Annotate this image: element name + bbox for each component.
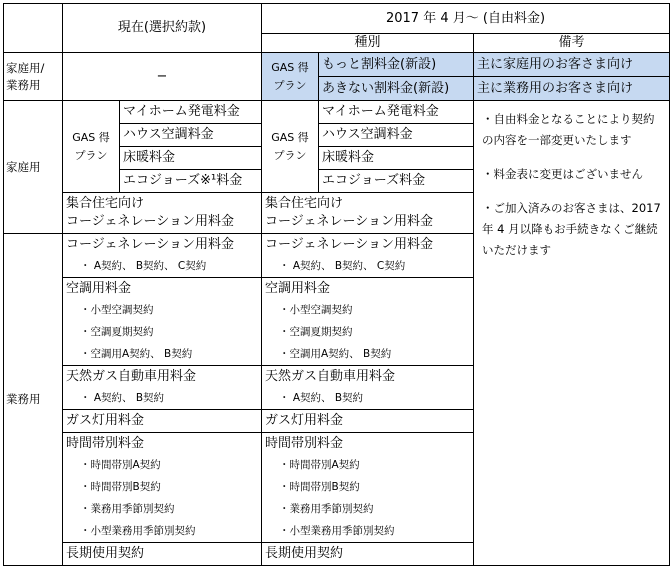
new-home-item: 床暖料金 bbox=[319, 147, 474, 170]
new-business-group: コージェネレーション用料金 ・ A契約、 B契約、 C契約 bbox=[262, 234, 474, 278]
header-remarks: 備考 bbox=[474, 34, 670, 53]
current-business-group: 長期使用契約 bbox=[63, 543, 262, 566]
current-none: − bbox=[63, 53, 262, 101]
new-business-group: 時間帯別料金 ・時間帯別A契約 ・時間帯別B契約 ・業務用季節別契約 ・小型業務用季節別契約 bbox=[262, 433, 474, 543]
header-blank-cell bbox=[4, 4, 63, 53]
current-home-item: マイホーム発電料金 bbox=[120, 101, 262, 124]
new-home-item: ハウス空調料金 bbox=[319, 124, 474, 147]
new-type-motto: もっと割料金(新設) bbox=[319, 53, 474, 77]
header-type: 種別 bbox=[262, 34, 474, 53]
current-business-group: コージェネレーション用料金 ・ A契約、 B契約、 C契約 bbox=[63, 234, 262, 278]
note-2: ・料金表に変更はございません bbox=[482, 167, 643, 181]
new-type-akinai: あきない割料金(新設) bbox=[319, 77, 474, 101]
rate-comparison-table bbox=[3, 3, 670, 566]
current-home-item: 床暖料金 bbox=[120, 147, 262, 170]
note-1: ・自由料金となることにより契約の内容を一部変更いたします bbox=[482, 112, 655, 147]
current-business-group: ガス灯用料金 bbox=[63, 410, 262, 433]
gas-plan-label-new-1: GAS 得 プラン bbox=[262, 53, 319, 101]
remark-home: 主に家庭用のお客さま向け bbox=[474, 53, 670, 77]
current-business-group: 時間帯別料金 ・時間帯別A契約 ・時間帯別B契約 ・業務用季節別契約 ・小型業務用季節別契約 bbox=[63, 433, 262, 543]
current-business-group: 空調用料金 ・小型空調契約 ・空調夏期契約 ・空調用A契約、 B契約 bbox=[63, 278, 262, 366]
current-home-item: ハウス空調料金 bbox=[120, 124, 262, 147]
row-label-home: 家庭用 bbox=[4, 101, 63, 234]
new-business-group: 空調用料金 ・小型空調契約 ・空調夏期契約 ・空調用A契約、 B契約 bbox=[262, 278, 474, 366]
current-home-item: エコジョーズ※¹料金 bbox=[120, 170, 262, 193]
new-cogen-apartment: 集合住宅向け コージェネレーション用料金 bbox=[262, 193, 474, 234]
header-period: 2017 年 4 月〜 (自由料金) bbox=[262, 4, 670, 34]
header-current: 現在(選択約款) bbox=[63, 4, 262, 53]
new-business-group: 長期使用契約 bbox=[262, 543, 474, 566]
note-3: ・ご加入済みのお客さまは、2017 年 4 月以降もお手続きなくご継続いただけます bbox=[482, 201, 661, 257]
current-cogen-apartment: 集合住宅向け コージェネレーション用料金 bbox=[63, 193, 262, 234]
remark-business: 主に業務用のお客さま向け bbox=[474, 77, 670, 101]
current-business-group: 天然ガス自動車用料金 ・ A契約、 B契約 bbox=[63, 366, 262, 410]
new-business-group: ガス灯用料金 bbox=[262, 410, 474, 433]
new-home-item: マイホーム発電料金 bbox=[319, 101, 474, 124]
row-label-business: 業務用 bbox=[4, 234, 63, 566]
new-business-group: 天然ガス自動車用料金 ・ A契約、 B契約 bbox=[262, 366, 474, 410]
remarks-notes bbox=[474, 101, 670, 566]
row-label-home-business: 家庭用/ 業務用 bbox=[4, 53, 63, 101]
gas-plan-label-current: GAS 得 プラン bbox=[63, 101, 120, 193]
new-home-item: エコジョーズ料金 bbox=[319, 170, 474, 193]
gas-plan-label-new-2: GAS 得 プラン bbox=[262, 101, 319, 193]
